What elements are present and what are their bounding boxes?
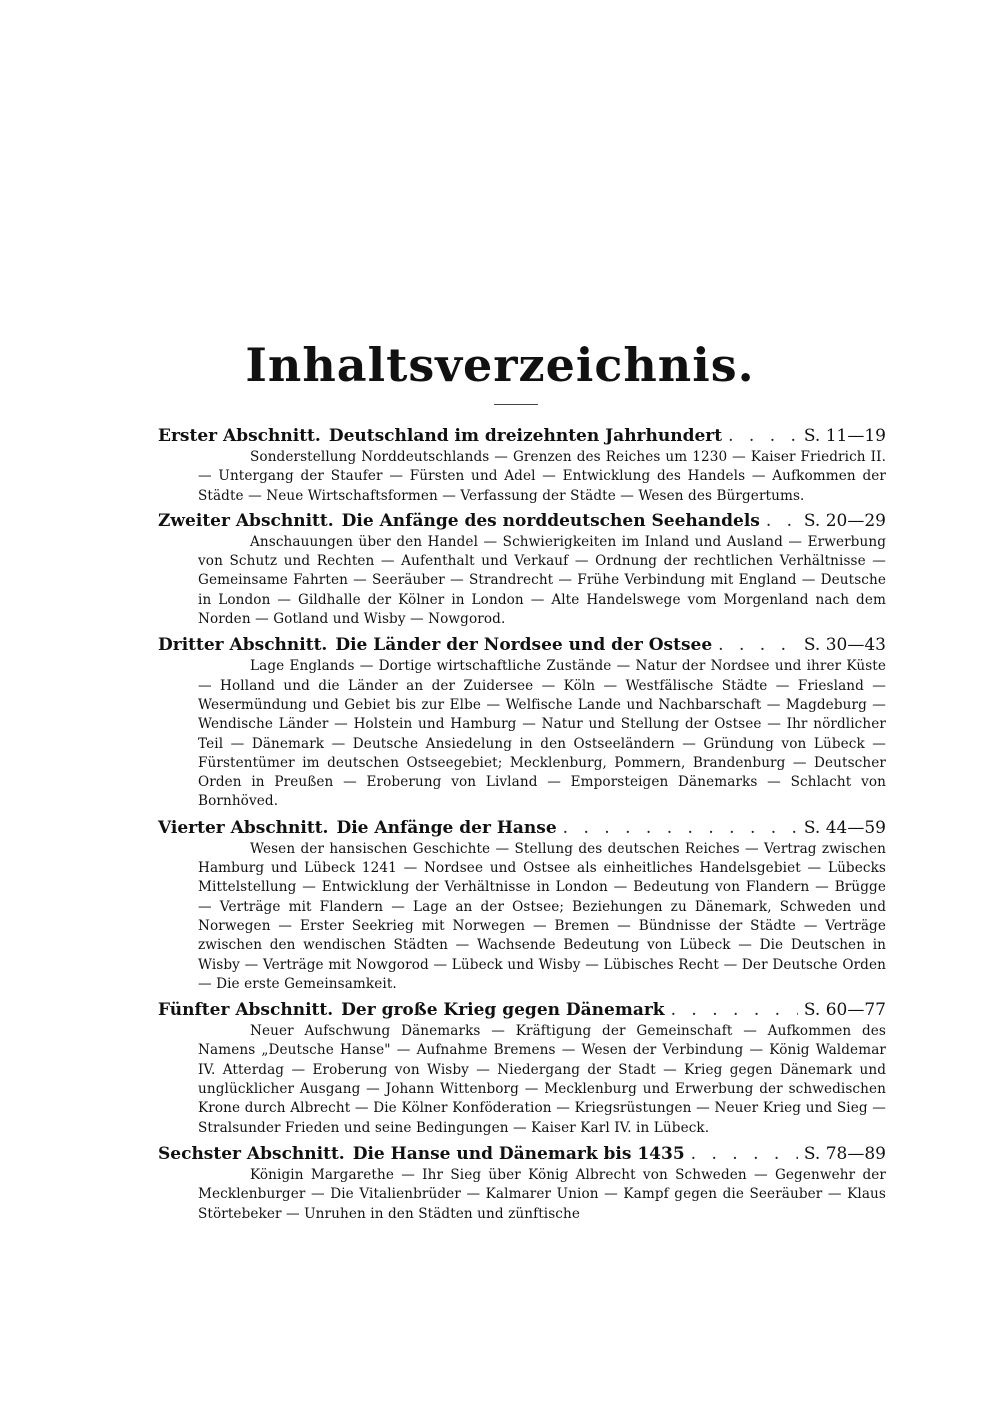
section-title: Die Länder der Nordsee und der Ostsee <box>335 635 713 656</box>
dot-leader <box>563 816 798 840</box>
section-title: Die Anfänge der Hanse <box>336 817 557 838</box>
section-pages: S. 20—29 <box>803 510 886 531</box>
section-pages: S. 44—59 <box>803 817 886 838</box>
section-pages: S. 60—77 <box>803 1000 886 1021</box>
toc-section-1 <box>158 424 886 506</box>
toc-section-6 <box>158 1142 886 1224</box>
toc-section-4 <box>158 816 886 994</box>
toc-section-3 <box>158 633 886 811</box>
section-description: Lage Englands — Dortige wirtschaftliche Zustände — Natur der Nordsee und ihrer Küste — Holland und die Länder an der Zuidersee — Köln — Westfälische Städte — Friesland — Wesermündung und Gebiet bis zur Elbe — Welfische Lande und Nachbarschaft — Magdeburg — Wendische Länder — Holstein und Hamburg — Natur und Stellung der Ostsee — Ihr nördlicher Teil — Dänemark — Deutsche Ansiedelung in den Ostseeländern — Gründung von Lübeck — Fürstentümer im deutschen Ostseegebiet; Mecklenburg, Pommern, Brandenburg — Deutscher Orden in Preußen — Eroberung von Livland — Emporsteigen Dänemarks — Schlacht von Bornhöved. <box>198 658 886 810</box>
section-pages: S. 30—43 <box>803 635 886 656</box>
section-description: Anschauungen über den Handel — Schwierigkeiten im Inland und Ausland — Erwerbung von Schutz und Rechten — Aufenthalt und Verkauf — Ordnung der rechtlichen Verhältnisse — Gemeinsame Fahrten — Seeräuber — Strandrecht — Frühe Verbindung mit England — Deutsche in London — Gildhalle der Kölner in London — Alte Handelswege vom Morgenland nach dem Norden — Gotland und Wisby — Nowgorod. <box>198 533 886 628</box>
section-heading <box>158 633 886 657</box>
toc-section-5 <box>158 998 886 1138</box>
section-title: Die Hanse und Dänemark bis 1435 <box>352 1143 685 1164</box>
section-number: Sechster Abschnitt. <box>158 1143 345 1164</box>
section-description: Königin Margarethe — Ihr Sieg über König Albrecht von Schweden — Gegenwehr der Mecklenburger — Die Vitalienbrüder — Kalmarer Union — Kampf gegen die Seeräuber — Klaus Störtebeker — Unruhen in den Städten und zünftische <box>198 1166 886 1222</box>
section-heading <box>158 816 886 840</box>
section-number: Dritter Abschnitt. <box>158 635 328 656</box>
toc-section-2 <box>158 509 886 629</box>
section-number: Vierter Abschnitt. <box>158 817 329 838</box>
dot-leader <box>718 633 798 657</box>
section-description: Sonderstellung Norddeutschlands — Grenzen des Reiches um 1230 — Kaiser Friedrich II. — Untergang der Staufer — Fürsten und Adel — Entwicklung des Handels — Aufkommen der Städte — Neue Wirtschaftsformen — Verfassung der Städte — Wesen des Bürgertums. <box>198 449 886 504</box>
section-pages: S. 78—89 <box>803 1143 886 1164</box>
section-description: Wesen der hansischen Geschichte — Stellung des deutschen Reiches — Vertrag zwischen Hamburg und Lübeck 1241 — Nordsee und Ostsee als einheitliches Handelsgebiet — Lübecks Mittelstellung — Entwicklung der Verhältnisse in London — Bedeutung von Flandern — Brügge — Verträge mit Flandern — Lage an der Ostsee; Beziehungen zu Dänemark, Schweden und Norwegen — Erster Seekrieg mit Norwegen — Bremen — Bündnisse der Städte — Verträge zwischen den wendischen Städten — Wachsende Bedeutung von Lübeck — Die Deutschen in Wisby — Verträge mit Nowgorod — Lübeck und Wisby — Lübisches Recht — Der Deutsche Orden — Die erste Gemeinsamkeit. <box>198 840 886 992</box>
section-title: Deutschland im dreizehnten Jahrhundert <box>328 426 723 446</box>
dot-leader <box>728 424 798 448</box>
section-heading <box>158 424 886 448</box>
dot-leader <box>671 998 798 1022</box>
title-divider <box>494 404 538 405</box>
section-title: Der große Krieg gegen Dänemark <box>341 1000 665 1021</box>
page-title: Inhaltsverzeichnis. <box>245 338 755 392</box>
section-heading <box>158 998 886 1022</box>
section-title: Die Anfänge des norddeutschen Seehandels <box>341 510 760 531</box>
section-pages: S. 11—19 <box>803 426 886 446</box>
dot-leader <box>766 509 798 533</box>
dot-leader <box>691 1142 798 1166</box>
section-number: Erster Abschnitt. <box>158 426 321 446</box>
section-heading <box>158 509 886 533</box>
section-number: Zweiter Abschnitt. <box>158 510 334 531</box>
table-of-contents <box>158 424 886 1228</box>
section-number: Fünfter Abschnitt. <box>158 1000 334 1021</box>
section-description: Neuer Aufschwung Dänemarks — Kräftigung der Gemeinschaft — Aufkommen des Namens „Deutsche Hanse" — Aufnahme Bremens — Wesen der Verbindung — König Waldemar IV. Atterdag — Eroberung von Wisby — Niedergang der Stadt — Krieg gegen Dänemark und unglücklicher Ausgang — Johann Wittenborg — Mecklenburg und Erwerbung der schwedischen Krone durch Albrecht — Die Kölner Konföderation — Kriegsrüstungen — Neuer Krieg und Sieg — Stralsunder Frieden und seine Bedingungen — Kaiser Karl IV. in Lübeck. <box>198 1023 886 1136</box>
section-heading <box>158 1142 886 1166</box>
